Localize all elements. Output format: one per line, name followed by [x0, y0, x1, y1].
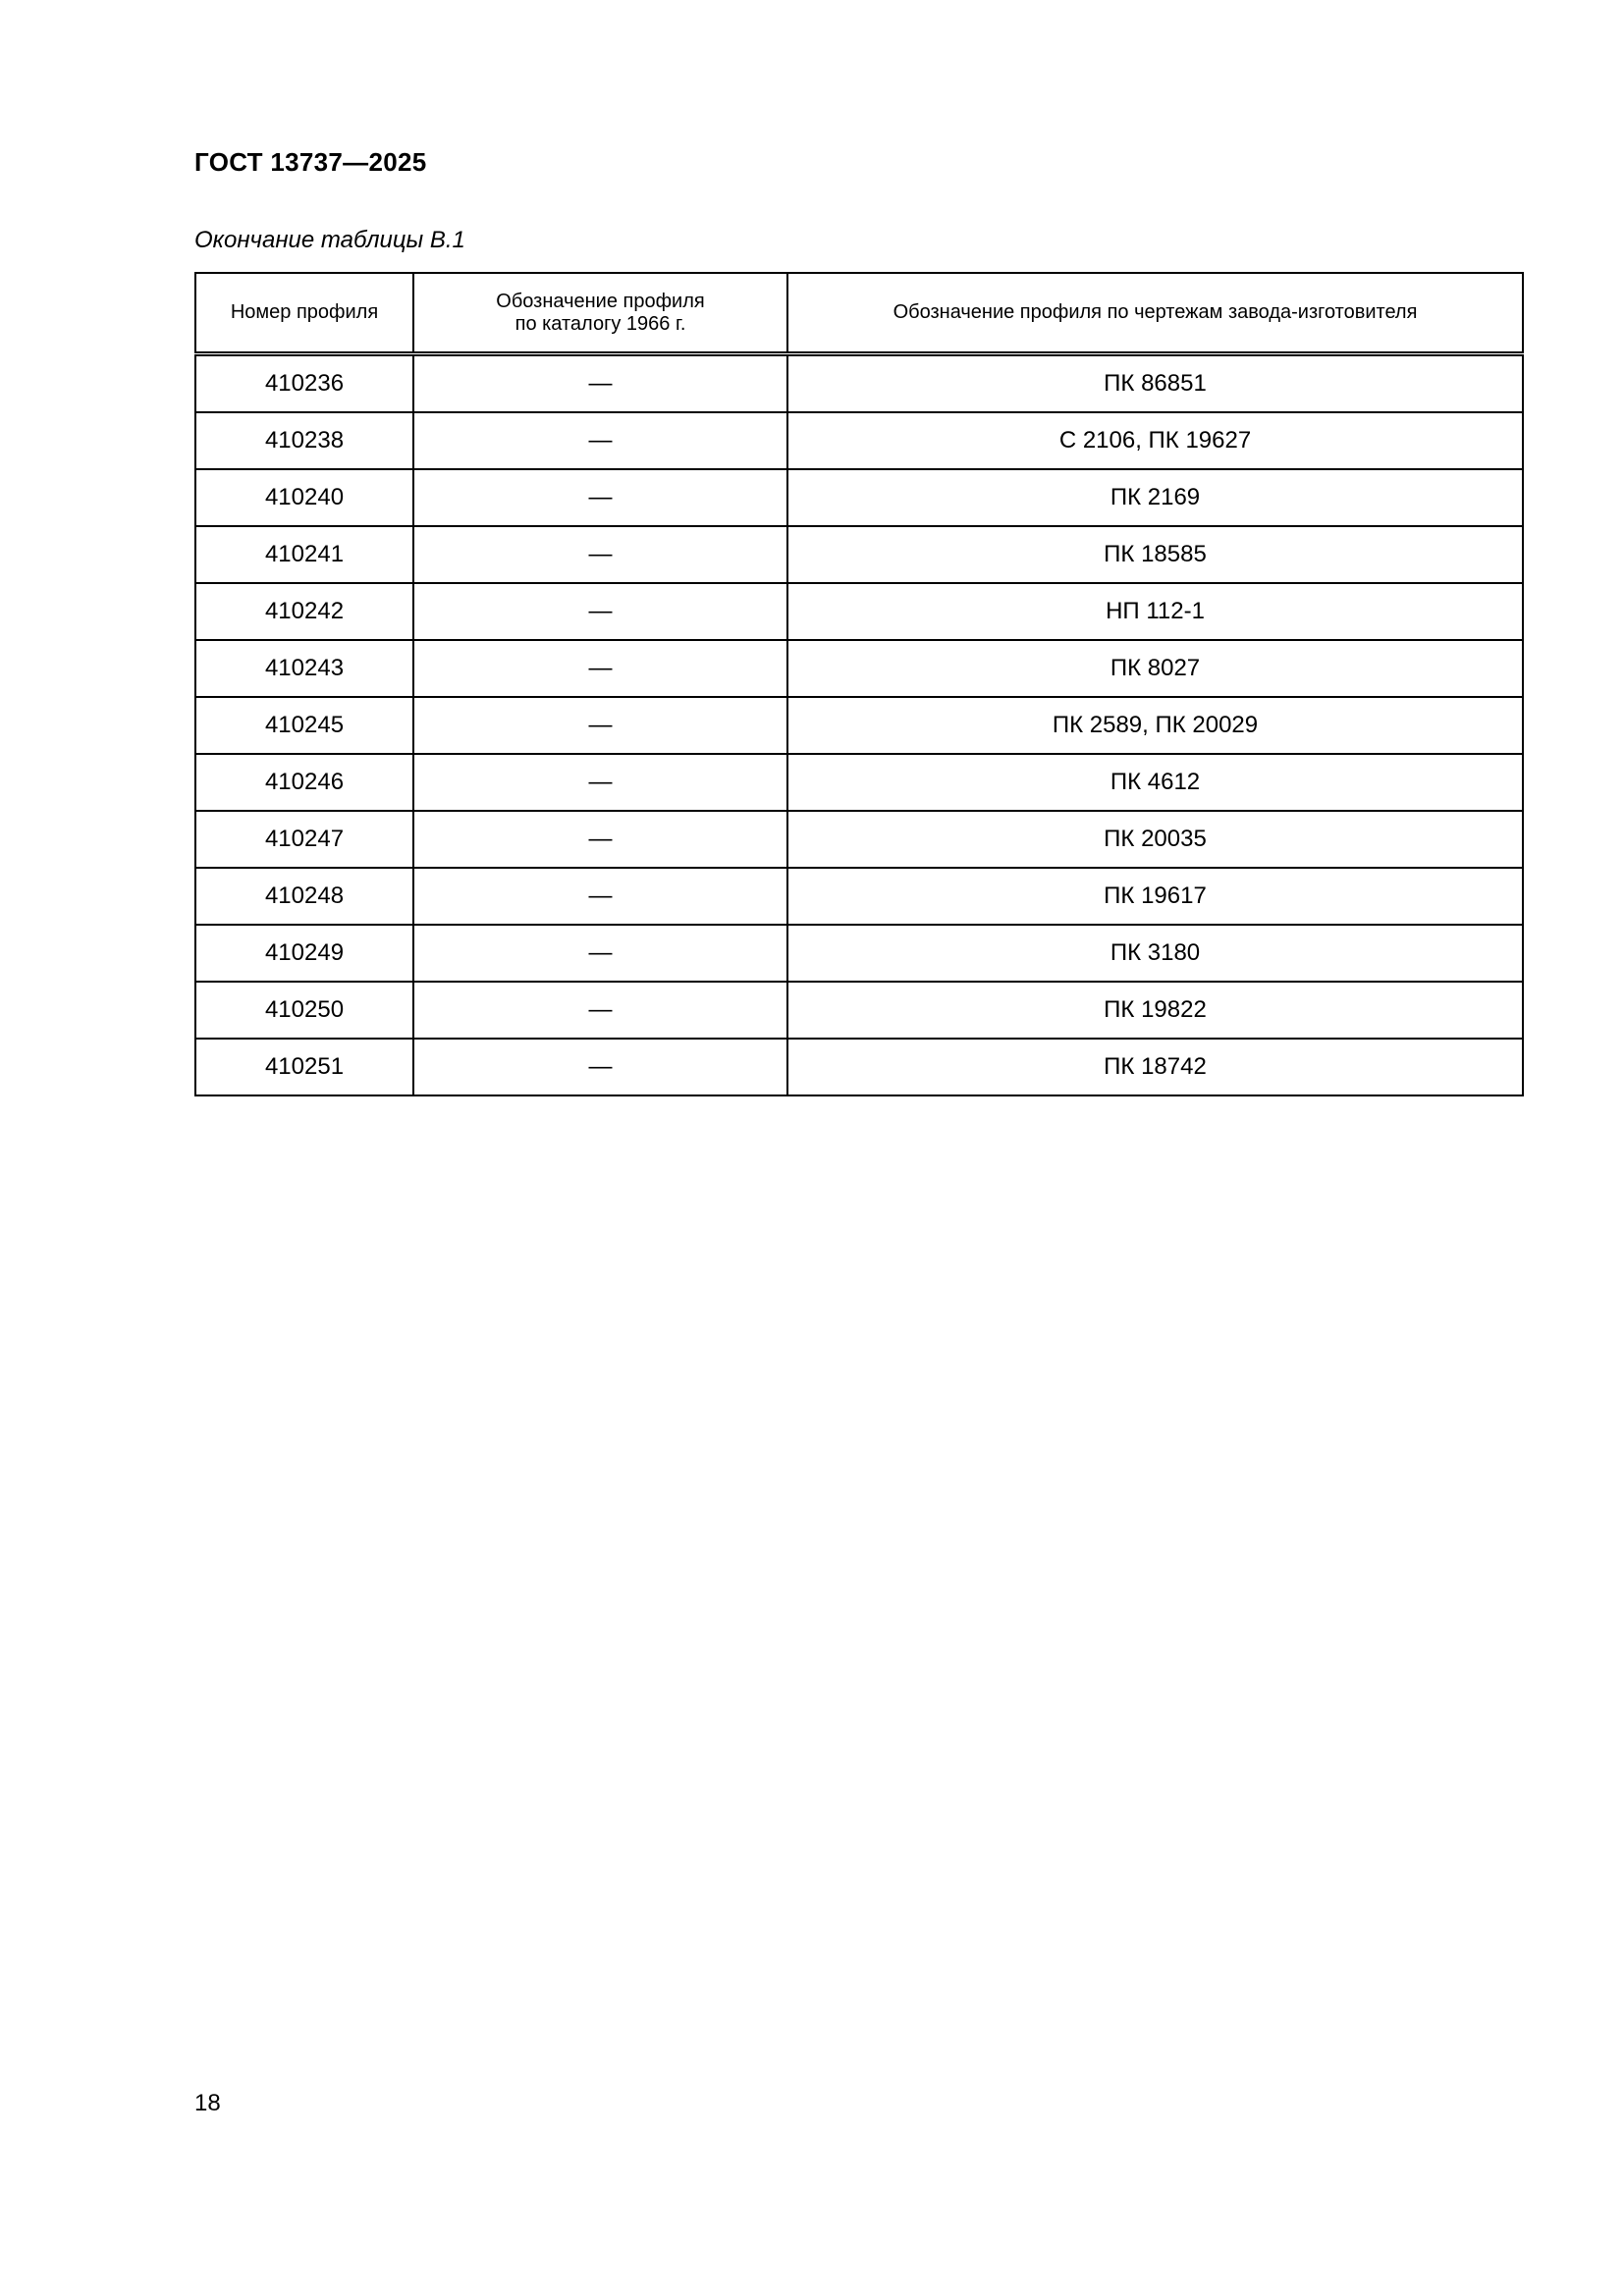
- profiles-table: [194, 272, 1524, 1096]
- cell-profile-number: 410242: [195, 583, 413, 640]
- cell-catalog-1966: —: [413, 982, 787, 1039]
- cell-factory-designation: ПК 3180: [787, 925, 1523, 982]
- cell-factory-designation: ПК 86851: [787, 354, 1523, 413]
- column-header-factory-drawings: Обозначение профиля по чертежам завода-изготовителя: [787, 273, 1523, 354]
- cell-factory-designation: С 2106, ПК 19627: [787, 412, 1523, 469]
- cell-factory-designation: ПК 4612: [787, 754, 1523, 811]
- table-row: [195, 811, 1523, 868]
- document-title: ГОСТ 13737—2025: [194, 147, 427, 177]
- cell-factory-designation: ПК 2169: [787, 469, 1523, 526]
- table-row: [195, 640, 1523, 697]
- cell-profile-number: 410241: [195, 526, 413, 583]
- table-row: [195, 526, 1523, 583]
- cell-catalog-1966: —: [413, 925, 787, 982]
- cell-catalog-1966: —: [413, 583, 787, 640]
- table-row: [195, 697, 1523, 754]
- table-header-row: [195, 273, 1523, 354]
- cell-factory-designation: ПК 20035: [787, 811, 1523, 868]
- table-row: [195, 982, 1523, 1039]
- cell-catalog-1966: —: [413, 697, 787, 754]
- table-row: [195, 754, 1523, 811]
- cell-profile-number: 410250: [195, 982, 413, 1039]
- cell-profile-number: 410251: [195, 1039, 413, 1095]
- table-row: [195, 412, 1523, 469]
- cell-factory-designation: ПК 19822: [787, 982, 1523, 1039]
- cell-catalog-1966: —: [413, 811, 787, 868]
- table-row: [195, 868, 1523, 925]
- cell-catalog-1966: —: [413, 640, 787, 697]
- cell-catalog-1966: —: [413, 354, 787, 413]
- cell-catalog-1966: —: [413, 469, 787, 526]
- cell-profile-number: 410238: [195, 412, 413, 469]
- cell-factory-designation: ПК 8027: [787, 640, 1523, 697]
- cell-catalog-1966: —: [413, 1039, 787, 1095]
- column-header-profile-number: Номер профиля: [195, 273, 413, 354]
- cell-profile-number: 410249: [195, 925, 413, 982]
- cell-factory-designation: ПК 2589, ПК 20029: [787, 697, 1523, 754]
- column-header-catalog-1966-line1: Обозначение профиля: [496, 290, 705, 312]
- table-row: [195, 354, 1523, 413]
- cell-factory-designation: ПК 18585: [787, 526, 1523, 583]
- cell-profile-number: 410240: [195, 469, 413, 526]
- cell-catalog-1966: —: [413, 412, 787, 469]
- cell-factory-designation: ПК 18742: [787, 1039, 1523, 1095]
- cell-catalog-1966: —: [413, 754, 787, 811]
- cell-profile-number: 410246: [195, 754, 413, 811]
- cell-catalog-1966: —: [413, 526, 787, 583]
- cell-catalog-1966: —: [413, 868, 787, 925]
- cell-profile-number: 410236: [195, 354, 413, 413]
- cell-profile-number: 410245: [195, 697, 413, 754]
- table-row: [195, 1039, 1523, 1095]
- table-row: [195, 469, 1523, 526]
- cell-factory-designation: НП 112-1: [787, 583, 1523, 640]
- column-header-catalog-1966: [413, 273, 787, 354]
- table-row: [195, 583, 1523, 640]
- cell-profile-number: 410248: [195, 868, 413, 925]
- cell-factory-designation: ПК 19617: [787, 868, 1523, 925]
- column-header-catalog-1966-line2: по каталогу 1966 г.: [514, 312, 686, 335]
- table-caption: Окончание таблицы В.1: [194, 227, 465, 253]
- cell-profile-number: 410243: [195, 640, 413, 697]
- cell-profile-number: 410247: [195, 811, 413, 868]
- page-number: 18: [194, 2090, 221, 2116]
- table-row: [195, 925, 1523, 982]
